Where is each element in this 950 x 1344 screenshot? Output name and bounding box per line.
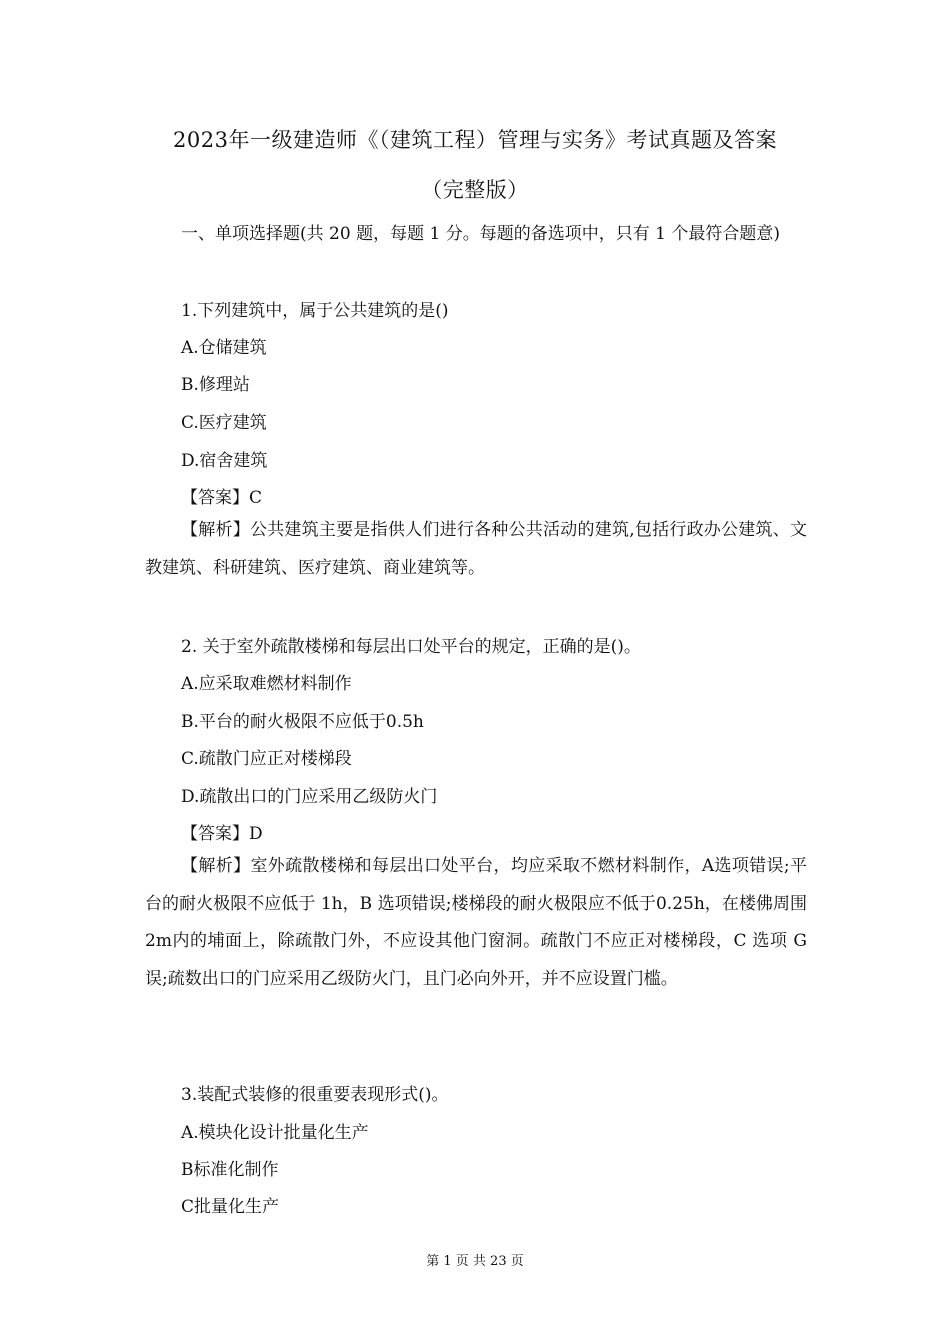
q2-answer: 【答案】D <box>181 824 263 844</box>
q1-question: 1.下列建筑中，属于公共建筑的是() <box>181 301 449 321</box>
q1-answer: 【答案】C <box>181 488 263 508</box>
q2-analysis: 【解析】室外疏散楼梯和每层出口处平台，均应采取不燃材料制作，A选项错误;平台的耐火极限不应低于 1h，B 选项错误;楼梯段的耐火极限应不低于0.25h，在楼佛周围2m内的埔面上，除疏散门外，不应设其他门窗洞。疏散门不应正对楼梯段，C 选项 G 误;疏数出口的门应采用乙级防火门，且门必向外开，并不应设置门槛。 <box>145 856 807 989</box>
q2-option-a: A.应采取难燃材料制作 <box>181 674 352 694</box>
document-subtitle: （完整版） <box>421 178 529 202</box>
section-heading: 一、单项选择题(共 20 题，每题 1 分。每题的备选项中，只有 1 个最符合题意) <box>181 224 780 244</box>
q3-question: 3.装配式装修的很重要表现形式()。 <box>181 1085 449 1105</box>
q2-option-c: C.疏散门应正对楼梯段 <box>181 749 352 769</box>
q3-option-c: C批量化生产 <box>181 1197 280 1217</box>
q3-option-a: A.模块化设计批量化生产 <box>181 1123 369 1143</box>
q2-option-d: D.疏散出口的门应采用乙级防火门 <box>181 787 438 807</box>
q2-question: 2. 关于室外疏散楼梯和每层出口处平台的规定，正确的是()。 <box>181 637 641 657</box>
q1-option-d: D.宿舍建筑 <box>181 451 268 471</box>
page-footer: 第 1 页 共 23 页 <box>426 1254 524 1269</box>
document-title: 2023年一级建造师《（建筑工程）管理与实务》考试真题及答案 <box>173 128 777 152</box>
q3-option-b: B标准化制作 <box>181 1160 279 1180</box>
q1-option-b: B.修理站 <box>181 375 250 395</box>
q2-option-b: B.平台的耐火极限不应低于0.5h <box>181 712 424 732</box>
q1-analysis: 【解析】公共建筑主要是指供人们进行各种公共活动的建筑,包括行政办公建筑、文教建筑、科研建筑、医疗建筑、商业建筑等。 <box>145 520 807 578</box>
q1-option-a: A.仓储建筑 <box>181 338 267 358</box>
q1-option-c: C.医疗建筑 <box>181 413 267 433</box>
